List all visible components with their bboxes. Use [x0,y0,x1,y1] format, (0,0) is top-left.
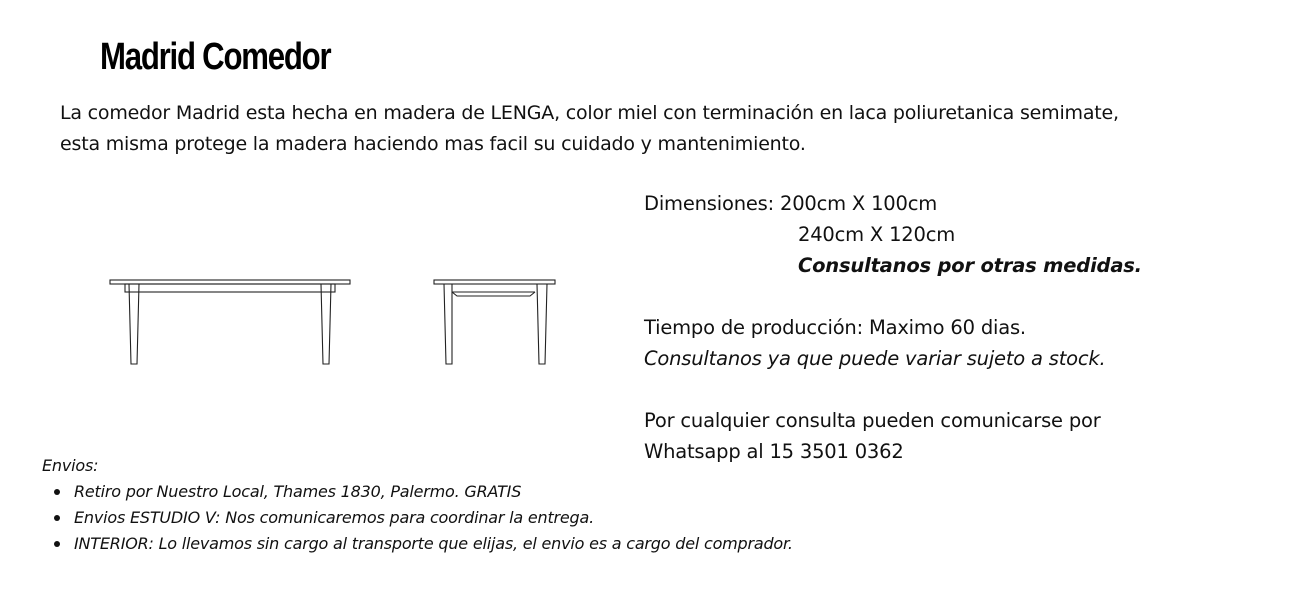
page-title: Madrid Comedor [100,36,331,78]
shipping-option-interior: INTERIOR: Lo llevamos sin cargo al transporte que elijas, el envio es a cargo del comprador. [42,531,793,557]
dimension-size-2: 240cm X 120cm [798,223,956,246]
contact-line-1: Por cualquier consulta pueden comunicarse por [644,409,1101,432]
table-front-view [110,280,350,364]
spacer [644,281,1142,312]
product-description [60,98,1280,160]
shipping-option-pickup: Retiro por Nuestro Local, Thames 1830, Palermo. GRATIS [42,479,793,505]
description-line-2: esta misma protege la madera haciendo mas facil su cuidado y mantenimiento. [60,133,806,155]
production-note: Consultanos ya que puede variar sujeto a stock. [644,347,1106,370]
shipping-section [42,453,793,557]
spacer [644,374,1142,405]
shipping-list [42,479,793,557]
dimension-size-1: 200cm X 100cm [779,192,938,215]
dimensions-label: Dimensiones: [644,192,774,215]
dimensions-note: Consultanos por otras medidas. [798,254,1142,277]
shipping-option-estudio-v: Envios ESTUDIO V: Nos comunicaremos para coordinar la entrega. [42,505,793,531]
description-line-1: La comedor Madrid esta hecha en madera de LENGA, color miel con terminación en laca poliuretanica semimate, [60,102,1119,124]
production-time: Tiempo de producción: Maximo 60 dias. [644,316,1026,339]
table-side-view [434,280,555,364]
contact-line-2: Whatsapp al 15 3501 0362 [644,440,904,463]
shipping-heading: Envios: [42,456,99,475]
dimensions-line-1 [644,188,1142,219]
table-drawings [100,270,570,370]
product-info [644,188,1142,467]
